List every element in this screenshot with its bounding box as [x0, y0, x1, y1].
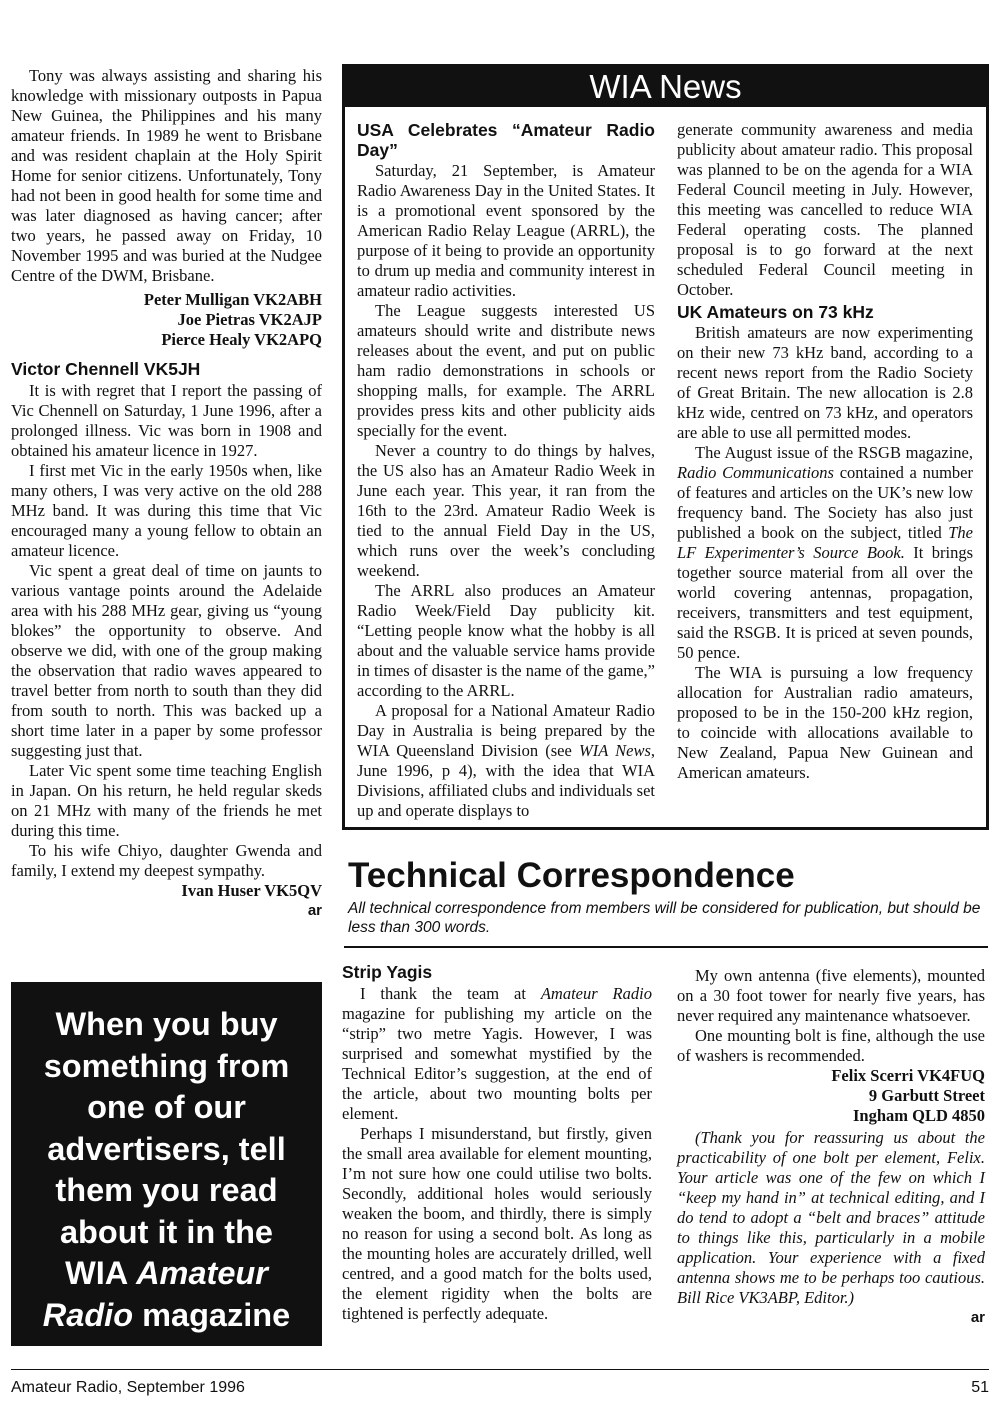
usa-heading: USA Celebrates “Amateur Radio Day”: [357, 120, 655, 160]
advertiser-notice-box: [11, 982, 322, 1346]
advert-text-italic: Amateur: [136, 1255, 268, 1291]
technical-correspondence-title: Technical Correspondence: [348, 856, 795, 895]
text-run-italic: The LF Experimenter’s Source Book.: [677, 523, 973, 562]
editor-note: (Thank you for reassuring us about the practicability of one bolt per element, Felix. Your article was one of the few on which I “keep my hand in” at technical editing, and I do tend to adopt a “belt and braces” attitude to things like this, particularly in a mobile application. Your experience with a fixed antenna shows me to be perhaps too cautious. Bill Rice VK3ABP, Editor.): [677, 1128, 985, 1307]
end-mark: ar: [307, 902, 322, 919]
strip-yagis-signature: [677, 1066, 985, 1126]
technical-correspondence-subtitle: All technical correspondence from members will be considered for publication, but should be less than 300 words.: [348, 900, 981, 936]
text-run: I thank the team at: [360, 984, 541, 1003]
obit-victor-signature: Ivan Huser VK5QV: [181, 881, 322, 900]
advert-line: about it in the: [59, 1213, 274, 1250]
text-run-italic: WIA News: [578, 741, 651, 760]
text-run: , June 1996, p 4), with the idea that WIA Divisions, affiliated clubs and individuals set up and operate displays to: [357, 741, 655, 820]
wia-news-banner: WIA News: [345, 67, 986, 107]
usa-paragraph: Never a country to do things by halves, the US also has an Amateur Radio Week in June each year. This year, it ran from the 16th to the 23rd. Amateur Radio Week is tied to the annual Field Day in the US, which runs over the week’s concluding weekend.: [357, 441, 655, 580]
obit-victor-heading: Victor Chennell VK5JH: [11, 359, 201, 379]
strip-yagis-heading: Strip Yagis: [342, 962, 433, 982]
obit-victor-paragraph: I first met Vic in the early 1950s when, like many others, I was very active on the old 288 MHz band. It was during this time that Vic encouraged many a young fellow to obtain an amateur licence.: [11, 461, 322, 560]
uk-paragraph: [677, 443, 973, 663]
obit-tony-signatures: [11, 290, 322, 350]
advert-line: something from: [43, 1047, 290, 1084]
advert-line: [11, 1295, 322, 1337]
left-column: [11, 66, 322, 921]
usa-paragraph-continued: generate community awareness and media publicity about amateur radio. This proposal was planned to be on the agenda for a WIA Federal Council meeting in July. However, this meeting was cancelled to reduce WIA Federal operating costs. The planned proposal is to go forward at the next scheduled Federal Council meeting in October.: [677, 120, 973, 299]
usa-paragraph: The League suggests interested US amateurs should write and distribute news releases about the event, and put on public ham radio demonstrations in schools or shopping malls, for example. The ARRL provides press kits and other publicity aids specially for the event.: [357, 301, 655, 440]
signature-line: 9 Garbutt Street: [868, 1086, 985, 1105]
usa-paragraph: The ARRL also produces an Amateur Radio Week/Field Day publicity kit. “Letting people know what the hobby is all about and the valuable service hams provide in times of disaster is the name of the game,” according to the ARRL.: [357, 581, 655, 700]
text-run: It brings together source material from all over the world covering antennas, propagation, receivers, transmitters and test equipment, said the RSGB. It is priced at seven pounds, 50 pence.: [677, 543, 973, 662]
text-run-italic: Radio Communications: [677, 463, 834, 482]
page-number: 51: [971, 1379, 989, 1396]
signature-line: Felix Scerri VK4FUQ: [831, 1066, 985, 1085]
end-mark: ar: [970, 1309, 985, 1326]
advert-line: them you read: [55, 1172, 278, 1208]
strip-yagis-column-1: [342, 962, 652, 1324]
strip-yagis-paragraph: Perhaps I misunderstand, but firstly, given the small area available for element mounting, I’m not sure how one could utilise two bolts. Secondly, additional holes would seriously weaken the boom, and thirdly, there is simply no reason for using a second bolt. As long as the mounting holes are accurately drilled, well centred, and a good match for the bolts used, the element rigidity when the bolts are tightened is perfectly adequate.: [342, 1124, 652, 1323]
strip-yagis-column-2: [677, 966, 985, 1328]
wia-news-column-2: [677, 120, 973, 783]
obit-victor-paragraph: It is with regret that I report the passing of Vic Chennell on Saturday, 1 June 1996, after a prolonged illness. Vic was born in 1908 and obtained his amateur licence in 1927.: [11, 381, 322, 460]
signature-line: Peter Mulligan VK2ABH: [143, 290, 322, 309]
uk-paragraph: British amateurs are now experimenting on their new 73 kHz band, according to a recent news report from the Radio Society of Great Britain. The new allocation is 2.8 kHz wide, centred on 73 kHz, and operators are able to use all permitted modes.: [677, 323, 973, 442]
section-divider: [344, 946, 988, 948]
signature-line: Pierce Healy VK2APQ: [161, 330, 322, 349]
obit-victor-paragraph: Vic spent a great deal of time on jaunts to various vantage points around the Adelaide area with his 288 MHz gear, giving us “young blokes” the opportunity to observe. And observe we did, with one of the group making the observation that radio waves appeared to travel better from north to south than they did from south to north. This was backed up a short time later in a paper by some professor suggesting just that.: [11, 561, 322, 760]
text-run: magazine for publishing my article on the “strip” two metre Yagis. However, I was surprised and somewhat mystified by the Technical Editor’s suggestion, at the end of the article, about two mounting bolts per element.: [342, 1004, 652, 1123]
strip-yagis-paragraph: One mounting bolt is fine, although the use of washers is recommended.: [677, 1026, 985, 1065]
advert-text-italic: Radio: [42, 1296, 134, 1333]
advert-line: advertisers, tell: [47, 1130, 286, 1167]
wia-news-box: [342, 64, 989, 830]
footer-divider: [11, 1369, 989, 1370]
obit-tony-paragraph: Tony was always assisting and sharing his knowledge with missionary outposts in Papua New Guinea, the Philippines and his many amateur friends. In 1989 he went to Brisbane and was resident chaplain at the Holy Spirit Home for senior citizens. Unfortunately, Tony had not been in good health for some time and was later diagnosed as having cancer; after two years, he passed away on Friday, 10 November 1995 and was buried at the Nudgee Centre of the DWM, Brisbane.: [11, 66, 322, 285]
text-run: The August issue of the RSGB magazine,: [695, 443, 973, 462]
obit-victor-paragraph: Later Vic spent some time teaching English in Japan. On his return, he held regular skeds on 21 MHz with many of the friends he met during this time.: [11, 761, 322, 840]
wia-news-column-1: [357, 120, 655, 821]
text-run: contained a number of features and articles on the UK’s new low frequency band. The Society has also just published a book on the subject, titled: [677, 463, 973, 542]
signature-line: Ingham QLD 4850: [852, 1106, 985, 1125]
advert-text: WIA: [65, 1255, 137, 1291]
strip-yagis-paragraph: [342, 984, 652, 1124]
text-run-italic: Amateur Radio: [540, 984, 652, 1003]
strip-yagis-paragraph: My own antenna (five elements), mounted on a 30 foot tower for nearly five years, has never required any maintenance whatsoever.: [677, 966, 985, 1025]
text-run: A proposal for a National Amateur Radio Day in Australia is being prepared by the WIA Queensland Division (see: [357, 701, 655, 760]
uk-heading: UK Amateurs on 73 kHz: [677, 302, 874, 322]
advert-line: When you buy: [55, 1006, 278, 1042]
advert-line: [11, 1253, 322, 1295]
footer-publication: Amateur Radio, September 1996: [11, 1379, 245, 1396]
usa-paragraph: Saturday, 21 September, is Amateur Radio Awareness Day in the United States. It is a promotional event sponsored by the American Radio Relay League (ARRL), the purpose of it being to provide an opportunity to drum up media and community interest in amateur radio activities.: [357, 161, 655, 300]
advert-text: magazine: [133, 1296, 291, 1333]
uk-paragraph: The WIA is pursuing a low frequency allocation for Australian radio amateurs, proposed to be in the 150-200 kHz region, to coincide with allocations available to New Zealand, Papua New Guinean and American amateurs.: [677, 663, 973, 782]
advert-line: one of our: [87, 1089, 246, 1125]
obit-victor-paragraph: To his wife Chiyo, daughter Gwenda and family, I extend my deepest sympathy.: [11, 841, 322, 880]
signature-line: Joe Pietras VK2AJP: [177, 310, 322, 329]
usa-paragraph: [357, 701, 655, 821]
